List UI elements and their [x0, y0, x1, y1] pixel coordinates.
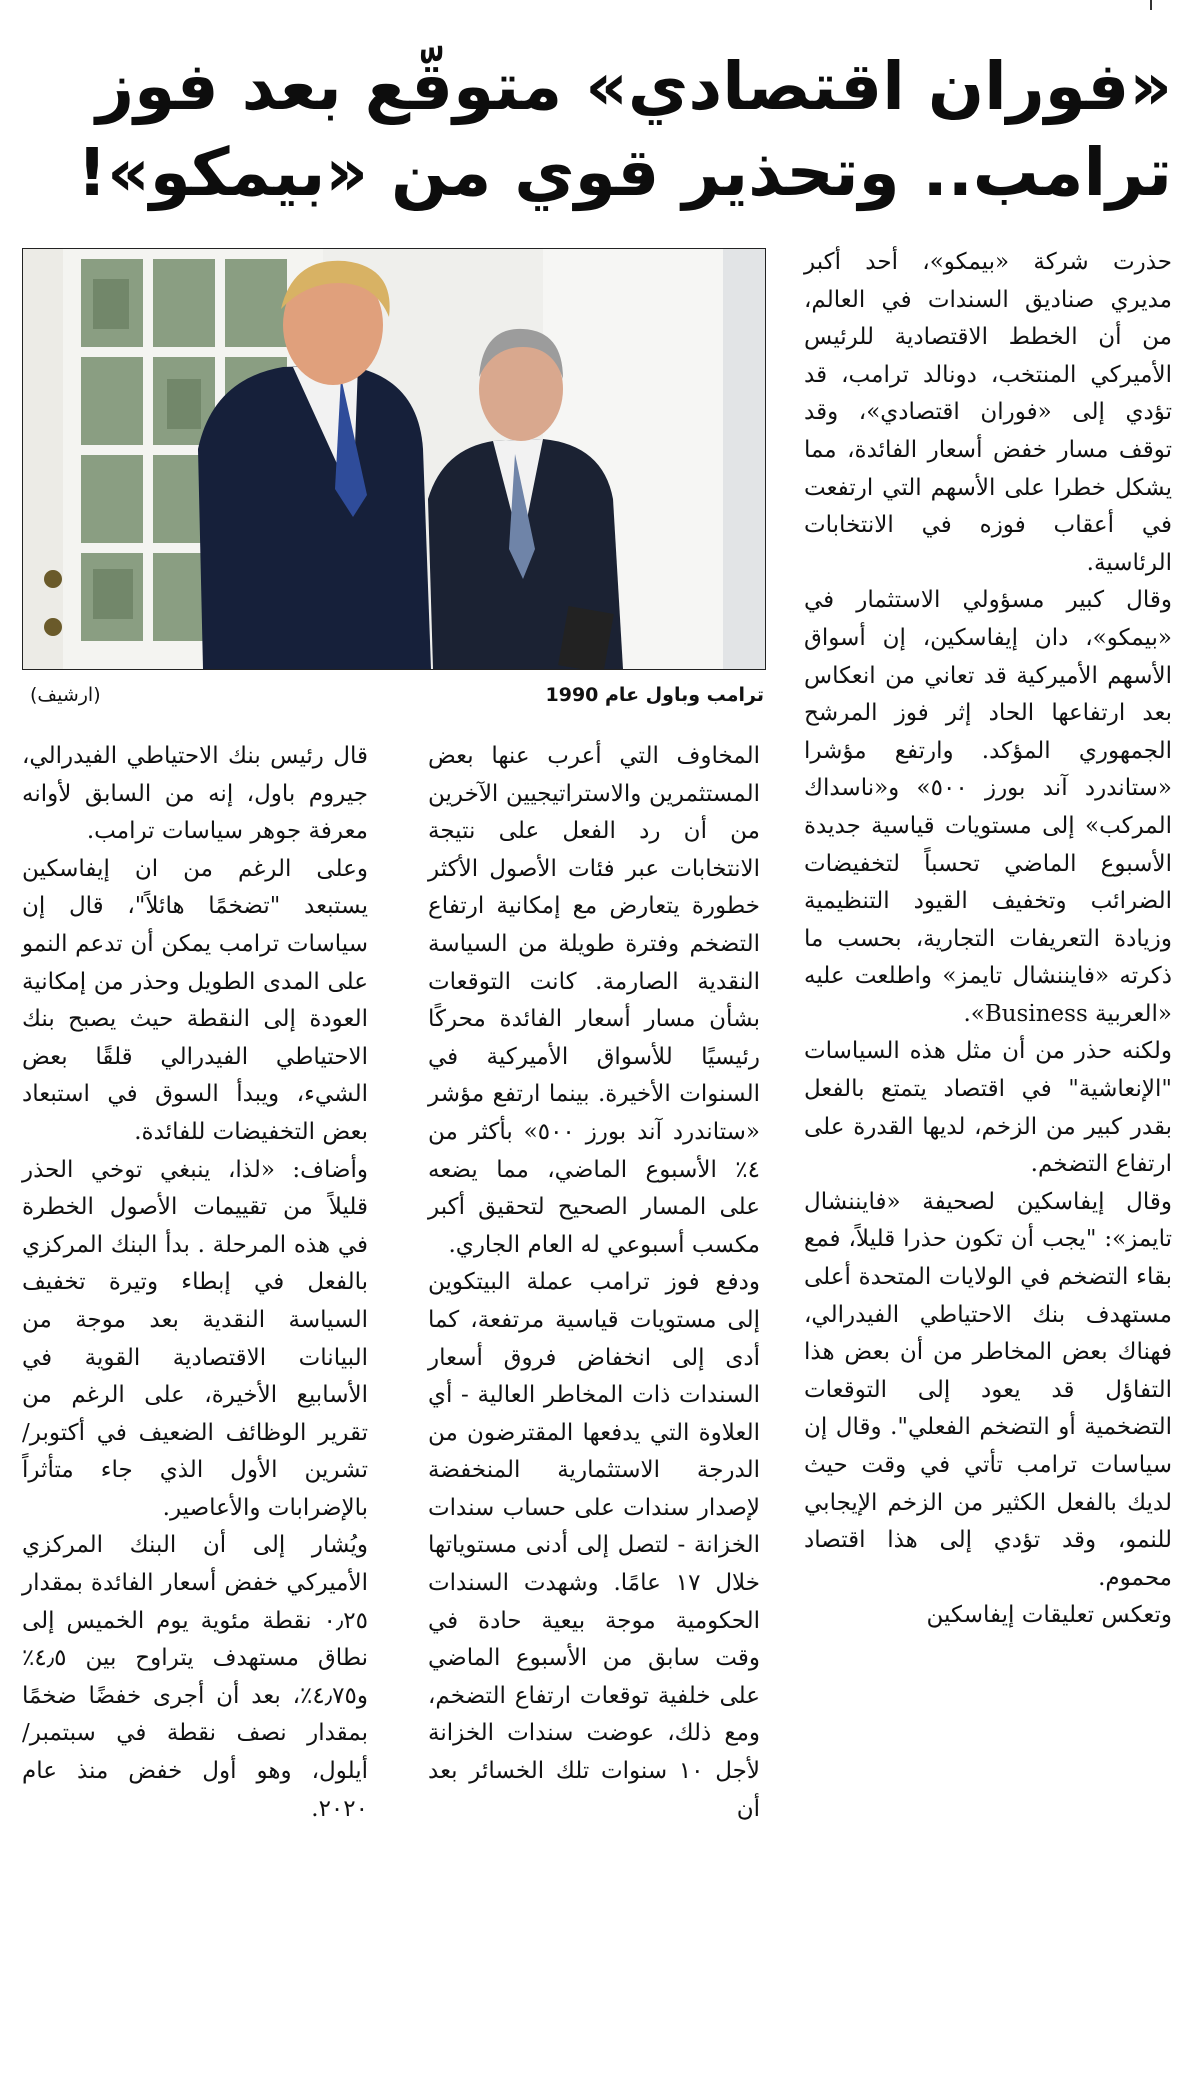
photo-caption: ترامب وباول عام 1990	[545, 684, 764, 706]
photo-illustration	[23, 249, 765, 669]
column-tick	[1150, 0, 1152, 10]
paragraph: المخاوف التي أعرب عنها بعض المستثمرين والاستراتيجيين الآخرين من أن رد الفعل على نتيجة الانتخابات عبر فئات الأصول الأكثر خطورة يتعارض مع إمكانية ارتفاع التضخم وفترة طويلة من السياسة النقدية الصارمة. كانت التوقعات بشأن مسار أسعار الفائدة محركًا رئيسيًا للأسواق الأميركية في السنوات الأخيرة. بينما ارتفع مؤشر «ستاندرد آند بورز ٥٠٠» بأكثر من ٤٪ الأسبوع الماضي، مما يضعه على المسار الصحيح لتحقيق أكبر مكسب أسبوعي له العام الجاري.	[428, 743, 760, 1258]
page-top-rule	[0, 0, 1192, 10]
paragraph: ودفع فوز ترامب عملة البيتكوين إلى مستويات قياسية مرتفعة، كما أدى إلى انخفاض فروق أسعار السندات ذات المخاطر العالية - أي العلاوة التي يدفعها المقترضون من الدرجة الاستثمارية المنخفضة لإصدار سندات على حساب سندات الخزانة - لتصل إلى أدنى مستوياتها خلال ١٧ عامًا. وشهدت السندات الحكومية موجة بيعية حادة في وقت سابق من الأسبوع الماضي على خلفية توقعات ارتفاع التضخم، ومع ذلك، عوضت سندات الخزانة لأجل ١٠ سنوات تلك الخسائر بعد أن	[428, 1269, 760, 1822]
paragraph: وقال إيفاسكين لصحيفة «فايننشال تايمز»: "يجب أن تكون حذرا قليلاً، فمع بقاء التضخم في الولايات المتحدة أعلى مستهدف بنك الاحتياطي الفيدرالي، فهناك بعض المخاطر من أن بعض هذا التفاؤل قد يعود إلى التوقعات التضخمية أو التضخم الفعلي". وقال إن سياسات ترامب تأتي في وقت حيث لديك بالفعل الكثير من الزخم الإيجابي للنمو، وقد تؤدي إلى هذا اقتصاد محموم.	[804, 1188, 1172, 1591]
paragraph: حذرت شركة «بيمكو»، أحد أكبر مديري صناديق السندات في العالم، من أن الخطط الاقتصادية للرئيس الأميركي المنتخب، دونالد ترامب، قد تؤدي إلى «فوران اقتصادي»، وقد توقف مسار خفض أسعار الفائدة، مما يشكل خطرا على الأسهم التي ارتفعت في أعقاب فوزه في الانتخابات الرئاسية.	[804, 249, 1172, 576]
paragraph: ويُشار إلى أن البنك المركزي الأميركي خفض أسعار الفائدة بمقدار ٠٫٢٥ نقطة مئوية يوم الخميس إلى نطاق مستهدف يتراوح بين ٤٫٥٪ و٤٫٧٥٪، بعد أن أجرى خفضًا ضخمًا بمقدار نصف نقطة في سبتمبر/أيلول، وهو أول خفض منذ عام ٢٠٢٠.	[22, 1532, 368, 1822]
headline: «فوران اقتصادي» متوقّع بعد فوز ترامب.. وتحذير قوي من «بيمكو»!	[76, 48, 1172, 211]
paragraph: ولكنه حذر من أن مثل هذه السياسات "الإنعاشية" في اقتصاد يتمتع بالفعل بقدر كبير من الزخم، لديها القدرة على ارتفاع التضخم.	[804, 1038, 1172, 1178]
article-column-3	[22, 738, 368, 1828]
photo-credit: (ارشيف)	[30, 684, 101, 706]
paragraph: وأضاف: «لذا، ينبغي توخي الحذر قليلاً من تقييمات الأصول الخطرة في هذه المرحلة . بدأ البنك المركزي بالفعل في إبطاء وتيرة تخفيف السياسة النقدية بعد موجة من البيانات الاقتصادية القوية في الأسابيع الأخيرة، على الرغم من تقرير الوظائف الضعيف في أكتوبر/ تشرين الأول الذي جاء متأثراً بالإضرابات والأعاصير.	[22, 1156, 368, 1521]
article-column-2	[428, 738, 760, 1828]
paragraph: وعلى الرغم من ان إيفاسكين يستبعد "تضخمًا هائلاً"، قال إن سياسات ترامب يمكن أن تدعم النمو على المدى الطويل وحذر من إمكانية العودة إلى النقطة حيث يصبح بنك الاحتياطي الفيدرالي قلقًا بعض الشيء، ويبدأ السوق في استبعاد بعض التخفيضات للفائدة.	[22, 855, 368, 1145]
paragraph: قال رئيس بنك الاحتياطي الفيدرالي، جيروم باول، إنه من السابق لأوانه معرفة جوهر سياسات ترامب.	[22, 743, 368, 845]
article-column-1	[804, 244, 1172, 1635]
paragraph: وتعكس تعليقات إيفاسكين	[926, 1602, 1172, 1629]
paragraph: وقال كبير مسؤولي الاستثمار في «بيمكو»، دان إيفاسكين، إن أسواق الأسهم الأميركية قد تعاني من انعكاس بعد ارتفاعها الحاد إثر فوز المرشح الجمهوري المؤكد. وارتفع مؤشرا «ستاندرد آند بورز ٥٠٠» و«ناسداك المركب» إلى مستويات قياسية جديدة الأسبوع الماضي تحسباً لتخفيضات الضرائب وتخفيف القيود التنظيمية وزيادة التعريفات التجارية، بحسب ما ذكرته «فايننشال تايمز» واطلعت عليه «العربية Business».	[804, 587, 1172, 1027]
article-photo	[22, 248, 766, 670]
